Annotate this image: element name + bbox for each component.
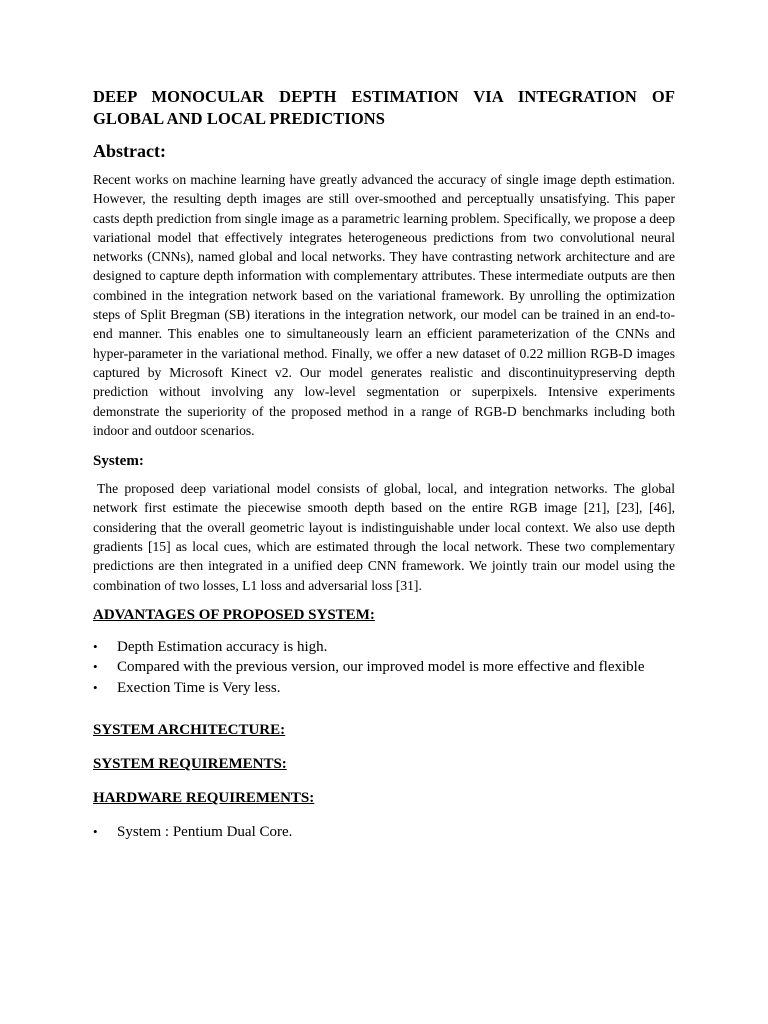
bullet-icon: •: [93, 659, 98, 675]
requirements-heading: SYSTEM REQUIREMENTS:: [93, 756, 287, 773]
advantage-text: Depth Estimation accuracy is high.: [117, 638, 328, 655]
list-item: [93, 678, 675, 699]
advantage-text: Compared with the previous version, our improved model is more effective and flexible: [117, 659, 645, 676]
hardware-heading: HARDWARE REQUIREMENTS:: [93, 790, 315, 807]
document-title: DEEP MONOCULAR DEPTH ESTIMATION VIA INTEGRATION OF GLOBAL AND LOCAL PREDICTIONS: [93, 87, 675, 128]
advantages-list: [93, 637, 675, 699]
system-paragraph: The proposed deep variational model consists of global, local, and integration networks. The global network first estimate the piecewise smooth depth based on the entire RGB image [21], [23], [46], considering that the overall geometric layout is indistinguishable under local context. We also use depth gradients [15] as local cues, which are estimated through the local network. These two complementary predictions are then integrated in a unified deep CNN framework. We jointly train our model using the combination of two losses, L1 loss and adversarial loss [31].: [93, 481, 675, 593]
abstract-paragraph: Recent works on machine learning have greatly advanced the accuracy of single image depth estimation. However, the resulting depth images are still over-smoothed and perceptually unsatisfying. This paper casts depth prediction from single image as a parametric learning problem. Specifically, we propose a deep variational model that effectively integrates heterogeneous predictions from two convolutional neural networks (CNNs), named global and local networks. They have contrasting network architecture and are designed to capture depth information with complementary attributes. These intermediate outputs are then combined in the integration network based on the variational framework. By unrolling the optimization steps of Split Bregman (SB) iterations in the integration network, our model can be trained in an end-to-end manner. This enables one to simultaneously learn an efficient parameterization of the CNNs and hyper-parameter in the variational method. Finally, we offer a new dataset of 0.22 million RGB-D images captured by Microsoft Kinect v2. Our model generates realistic and discontinuitypreserving depth prediction without involving any low-level segmentation or superpixels. Intensive experiments demonstrate the superiority of the proposed method in a range of RGB-D benchmarks including both indoor and outdoor scenarios.: [93, 172, 675, 438]
document-page: [93, 86, 675, 843]
bullet-icon: •: [93, 679, 98, 695]
list-item: [93, 657, 675, 678]
architecture-heading: SYSTEM ARCHITECTURE:: [93, 722, 286, 739]
list-item: [93, 822, 675, 843]
list-item: [93, 637, 675, 658]
advantage-text: Exection Time is Very less.: [117, 679, 281, 696]
bullet-icon: •: [93, 824, 98, 840]
abstract-heading: Abstract:: [93, 141, 166, 161]
advantages-heading: ADVANTAGES OF PROPOSED SYSTEM:: [93, 606, 375, 623]
hardware-text: System : Pentium Dual Core.: [117, 824, 293, 841]
bullet-icon: •: [93, 638, 98, 654]
hardware-list: [93, 822, 675, 843]
system-heading: System:: [93, 453, 144, 470]
